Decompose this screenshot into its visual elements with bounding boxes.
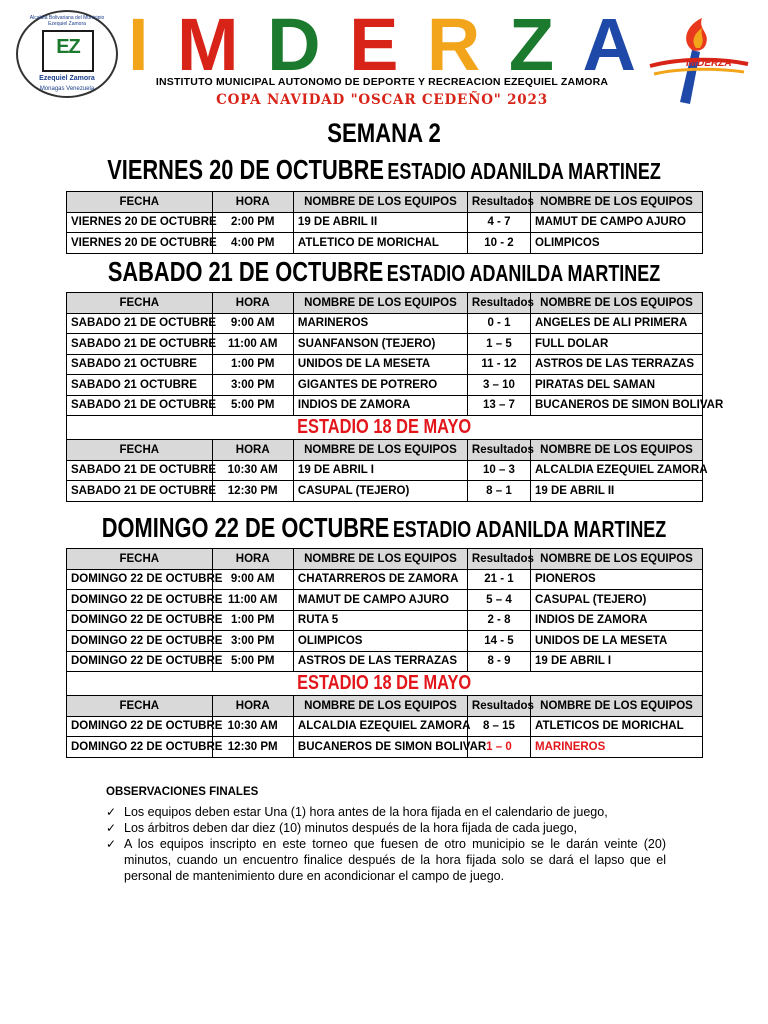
list-item [106, 820, 666, 836]
observation-text: Los equipos deben estar Una (1) hora antes de la hora fijada en el calendario de juego, [124, 805, 608, 819]
cell-fecha: SABADO 21 OCTUBRE [67, 375, 213, 396]
day-heading-date: DOMINGO 22 DE OCTUBRE [101, 512, 390, 543]
cell-fecha: SABADO 21 DE OCTUBRE [67, 313, 213, 334]
check-icon: ✓ [106, 837, 117, 851]
cell-resultado: 5 – 4 [467, 590, 530, 611]
cell-fecha: VIERNES 20 DE OCTUBRE [67, 212, 213, 233]
cell-fecha: DOMINGO 22 DE OCTUBRE [67, 737, 213, 758]
cell-hora: 5:00 PM [212, 651, 293, 672]
table-row [67, 737, 703, 758]
column-header-equipos: NOMBRE DE LOS EQUIPOS [293, 440, 467, 461]
cell-hora: 9:00 AM [212, 313, 293, 334]
stadium-row [67, 416, 703, 440]
cell-fecha: SABADO 21 OCTUBRE [67, 354, 213, 375]
seal-logo-letters: EZ [56, 36, 80, 58]
observation-text: Los árbitros deben dar diez (10) minutos después de la hora fijada de cada juego, [124, 821, 578, 835]
cell-hora: 12:30 PM [212, 481, 293, 502]
cell-resultado: 10 – 3 [467, 460, 530, 481]
list-item [106, 836, 666, 884]
header [0, 0, 768, 112]
cell-hora: 1:00 PM [212, 354, 293, 375]
final-observations [106, 784, 666, 884]
column-header-hora: HORA [212, 696, 293, 717]
column-header-resultados: Resultados [467, 696, 530, 717]
cell-equipo-local: OLIMPICOS [293, 631, 467, 652]
cell-equipo-local: BUCANEROS DE SIMON BOLIVAR [293, 737, 467, 758]
cell-equipo-visitante: UNIDOS DE LA MESETA [531, 631, 703, 652]
cell-equipo-local: ASTROS DE LAS TERRAZAS [293, 651, 467, 672]
observations-title: OBSERVACIONES FINALES [106, 786, 259, 798]
column-header-equipos: NOMBRE DE LOS EQUIPOS [531, 440, 703, 461]
torch-wordmark: IMDERZA [686, 58, 732, 69]
column-header-fecha: FECHA [67, 440, 213, 461]
cell-equipo-local: 19 DE ABRIL I [293, 460, 467, 481]
wordmark-letter: D [267, 3, 319, 86]
cell-resultado: 0 - 1 [467, 313, 530, 334]
cell-equipo-visitante: INDIOS DE ZAMORA [531, 610, 703, 631]
column-header-fecha: FECHA [67, 696, 213, 717]
table-row [67, 233, 703, 254]
schedule-table-saturday [66, 292, 724, 502]
cell-fecha: SABADO 21 DE OCTUBRE [67, 334, 213, 355]
wordmark-letter: A [582, 3, 634, 86]
seal-logo [42, 30, 94, 72]
table-header-row [67, 549, 703, 570]
cell-fecha: SABADO 21 DE OCTUBRE [67, 460, 213, 481]
wordmark-letter: E [349, 3, 397, 86]
cell-equipo-visitante-highlight: MARINEROS [531, 737, 703, 758]
municipality-seal [16, 10, 118, 98]
stadium-cell [67, 416, 703, 440]
cell-hora: 5:00 PM [212, 395, 293, 416]
cell-fecha: DOMINGO 22 DE OCTUBRE [67, 651, 213, 672]
cell-resultado: 14 - 5 [467, 631, 530, 652]
column-header-hora: HORA [212, 440, 293, 461]
cell-hora: 9:00 AM [212, 569, 293, 590]
column-header-equipos: NOMBRE DE LOS EQUIPOS [531, 549, 703, 570]
cell-fecha: DOMINGO 22 DE OCTUBRE [67, 610, 213, 631]
observations-list [106, 804, 666, 884]
cell-equipo-visitante: BUCANEROS DE SIMON BOLIVAR [531, 395, 703, 416]
cell-hora: 3:00 PM [212, 631, 293, 652]
cell-resultado: 2 - 8 [467, 610, 530, 631]
cell-hora: 12:30 PM [212, 737, 293, 758]
wordmark-letter: I [128, 3, 147, 86]
cell-resultado: 8 – 1 [467, 481, 530, 502]
schedule-table-friday [66, 191, 703, 254]
day-heading-stadium: ESTADIO ADANILDA MARTINEZ [386, 260, 661, 286]
stadium-row [67, 672, 703, 696]
day-heading-date: SABADO 21 DE OCTUBRE [107, 256, 384, 287]
cell-resultado: 3 – 10 [467, 375, 530, 396]
table-row [67, 313, 703, 334]
week-title: SEMANA 2 [327, 118, 441, 148]
table-header-row [67, 293, 703, 314]
cell-hora: 10:30 AM [212, 716, 293, 737]
table-row [67, 716, 703, 737]
cell-fecha: DOMINGO 22 DE OCTUBRE [67, 590, 213, 611]
cell-equipo-visitante: ASTROS DE LAS TERRAZAS [531, 354, 703, 375]
table-row [67, 651, 703, 672]
column-header-equipos: NOMBRE DE LOS EQUIPOS [293, 192, 467, 213]
seal-name: Ezequiel Zamora [39, 75, 95, 82]
cell-equipo-visitante: OLIMPICOS [531, 233, 703, 254]
table-row [67, 395, 703, 416]
institute-name: INSTITUTO MUNICIPAL AUTONOMO DE DEPORTE Y RECREACION EZEQUIEL ZAMORA [155, 76, 609, 88]
cell-equipo-visitante: ALCALDIA EZEQUIEL ZAMORA [531, 460, 703, 481]
table-row [67, 212, 703, 233]
cell-hora: 2:00 PM [212, 212, 293, 233]
cell-resultado: 13 – 7 [467, 395, 530, 416]
cell-equipo-visitante: PIONEROS [531, 569, 703, 590]
column-header-hora: HORA [212, 192, 293, 213]
column-header-fecha: FECHA [67, 549, 213, 570]
table-row [67, 375, 703, 396]
cell-fecha: VIERNES 20 DE OCTUBRE [67, 233, 213, 254]
cell-equipo-local: UNIDOS DE LA MESETA [293, 354, 467, 375]
schedule-table-sunday [66, 548, 703, 758]
table-row [67, 590, 703, 611]
check-icon: ✓ [106, 805, 117, 819]
wordmark-letter: R [426, 3, 479, 86]
cell-equipo-local: ATLETICO DE MORICHAL [293, 233, 467, 254]
table-row [67, 569, 703, 590]
column-header-hora: HORA [212, 549, 293, 570]
cell-equipo-local: CHATARREROS DE ZAMORA [293, 569, 467, 590]
day-heading-friday [84, 154, 683, 186]
table-header-row [67, 696, 703, 717]
cell-resultado: 10 - 2 [467, 233, 530, 254]
day-heading-stadium: ESTADIO ADANILDA MARTINEZ [387, 158, 661, 184]
cell-resultado: 8 - 9 [467, 651, 530, 672]
stadium-title: ESTADIO 18 DE MAYO [297, 672, 472, 694]
column-header-resultados: Resultados [467, 192, 530, 213]
cell-resultado-highlight: 1 – 0 [467, 737, 530, 758]
stadium-cell [67, 672, 703, 696]
column-header-resultados: Resultados [467, 440, 530, 461]
cell-equipo-local: GIGANTES DE POTRERO [293, 375, 467, 396]
cell-equipo-visitante: MAMUT DE CAMPO AJURO [531, 212, 703, 233]
cell-equipo-visitante: FULL DOLAR [531, 334, 703, 355]
cell-equipo-local: MARINEROS [293, 313, 467, 334]
column-header-equipos: NOMBRE DE LOS EQUIPOS [531, 293, 703, 314]
cell-equipo-visitante: ATLETICOS DE MORICHAL [531, 716, 703, 737]
cell-equipo-local: CASUPAL (TEJERO) [293, 481, 467, 502]
seal-ring-text-top: Alcaldía Bolivariana del Municipio Ezequiel Zamora [29, 15, 105, 27]
cell-equipo-local: 19 DE ABRIL II [293, 212, 467, 233]
cell-fecha: SABADO 21 DE OCTUBRE [67, 395, 213, 416]
column-header-resultados: Resultados [467, 293, 530, 314]
cell-hora: 11:00 AM [212, 334, 293, 355]
cell-hora: 3:00 PM [212, 375, 293, 396]
seal-ring-text-bottom: Monagas Venezuela [39, 86, 95, 92]
cell-equipo-visitante: CASUPAL (TEJERO) [531, 590, 703, 611]
cell-equipo-local: RUTA 5 [293, 610, 467, 631]
wordmark-letter: M [177, 3, 237, 86]
cell-equipo-visitante: 19 DE ABRIL I [531, 651, 703, 672]
day-heading-saturday [84, 256, 683, 288]
table-header-row [67, 440, 703, 461]
column-header-equipos: NOMBRE DE LOS EQUIPOS [293, 293, 467, 314]
table-row [67, 334, 703, 355]
cell-fecha: DOMINGO 22 DE OCTUBRE [67, 716, 213, 737]
table-row [67, 354, 703, 375]
cell-hora: 11:00 AM [212, 590, 293, 611]
table-row [67, 481, 703, 502]
day-heading-date: VIERNES 20 DE OCTUBRE [107, 154, 384, 185]
cell-equipo-local: ALCALDIA EZEQUIEL ZAMORA [293, 716, 467, 737]
stadium-title: ESTADIO 18 DE MAYO [297, 416, 472, 438]
cell-equipo-visitante: ANGELES DE ALI PRIMERA [531, 313, 703, 334]
cell-equipo-local: INDIOS DE ZAMORA [293, 395, 467, 416]
observation-text: A los equipos inscripto en este torneo que fuesen de otro municipio se le darán veinte (20) minutos, cuando un encuentro finalice después de la hora fijada solo se dará el lapso que el personal de mantenimiento dure en acondicionar el campo de juego. [124, 837, 666, 883]
column-header-hora: HORA [212, 293, 293, 314]
cell-equipo-visitante: PIRATAS DEL SAMAN [531, 375, 703, 396]
list-item [106, 804, 666, 820]
table-header-row [67, 192, 703, 213]
table-row [67, 460, 703, 481]
cup-title: COPA NAVIDAD "OSCAR CEDEÑO" 2023 [216, 92, 548, 108]
cell-hora: 4:00 PM [212, 233, 293, 254]
column-header-equipos: NOMBRE DE LOS EQUIPOS [531, 696, 703, 717]
column-header-equipos: NOMBRE DE LOS EQUIPOS [531, 192, 703, 213]
cell-resultado: 8 – 15 [467, 716, 530, 737]
column-header-equipos: NOMBRE DE LOS EQUIPOS [293, 549, 467, 570]
column-header-fecha: FECHA [67, 293, 213, 314]
cell-equipo-visitante: 19 DE ABRIL II [531, 481, 703, 502]
cell-hora: 1:00 PM [212, 610, 293, 631]
cell-equipo-local: MAMUT DE CAMPO AJURO [293, 590, 467, 611]
column-header-fecha: FECHA [67, 192, 213, 213]
day-heading-stadium: ESTADIO ADANILDA MARTINEZ [392, 516, 667, 542]
day-heading-sunday [84, 512, 683, 544]
cell-fecha: SABADO 21 DE OCTUBRE [67, 481, 213, 502]
cell-fecha: DOMINGO 22 DE OCTUBRE [67, 569, 213, 590]
column-header-resultados: Resultados [467, 549, 530, 570]
cell-resultado: 21 - 1 [467, 569, 530, 590]
cell-fecha: DOMINGO 22 DE OCTUBRE [67, 631, 213, 652]
cell-hora: 10:30 AM [212, 460, 293, 481]
table-row [67, 610, 703, 631]
cell-resultado: 1 – 5 [467, 334, 530, 355]
cell-equipo-local: SUANFANSON (TEJERO) [293, 334, 467, 355]
cell-resultado: 11 - 12 [467, 354, 530, 375]
table-row [67, 631, 703, 652]
column-header-equipos: NOMBRE DE LOS EQUIPOS [293, 696, 467, 717]
cell-resultado: 4 - 7 [467, 212, 530, 233]
check-icon: ✓ [106, 821, 117, 835]
wordmark-letter: Z [508, 3, 553, 86]
